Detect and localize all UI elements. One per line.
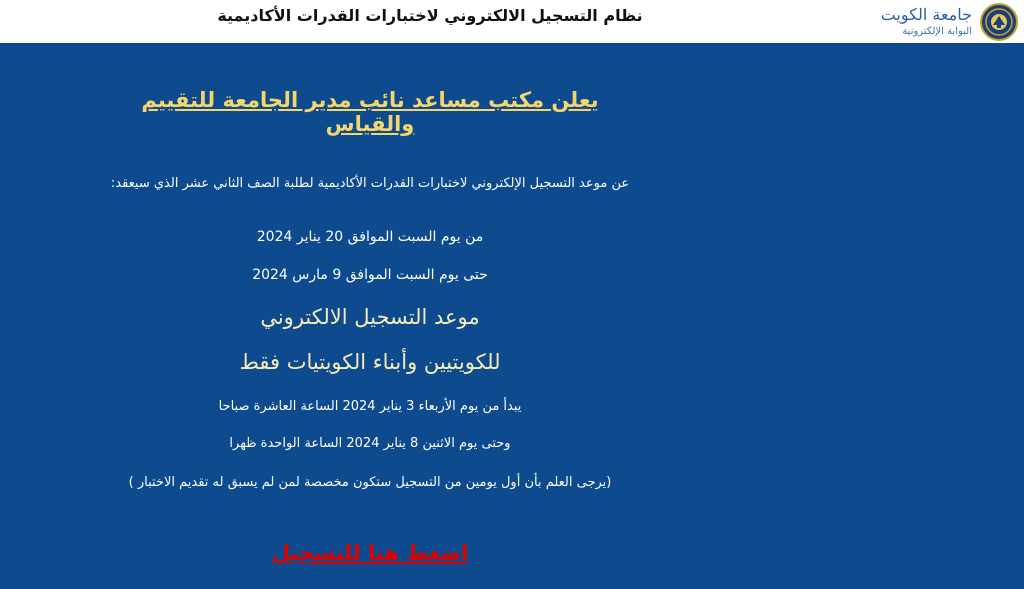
- test-date-to: حتى يوم السبت الموافق 9 مارس 2024: [252, 267, 488, 283]
- registration-end: وحتى يوم الاثنين 8 يناير 2024 الساعة الواحدة ظهرا: [229, 436, 511, 451]
- kuwait-university-seal-icon: [980, 3, 1018, 41]
- registration-start: يبدأ من يوم الأربعاء 3 يناير 2024 الساعة العاشرة صباحا: [218, 399, 522, 414]
- register-link[interactable]: اضغط هنا للتسجيل: [271, 541, 469, 565]
- registration-title: موعد التسجيل الالكتروني: [260, 305, 480, 329]
- logo-text: [881, 5, 972, 39]
- registration-note: (يرجى العلم بأن أول يومين من التسجيل ستكون مخصصة لمن لم يسبق له تقديم الاختبار ): [128, 475, 612, 490]
- university-name: جامعة الكويت: [880, 5, 972, 24]
- top-header-bar: [0, 0, 1024, 43]
- announcement-intro: عن موعد التسجيل الإلكتروني لاختبارات القدرات الأكاديمية لطلبة الصف الثاني عشر الذي سيعقد:: [110, 176, 630, 191]
- portal-name: البوابة الإلكترونية: [902, 26, 972, 37]
- page-title: نظام التسجيل الالكتروني لاختبارات القدرات الأكاديمية: [217, 6, 643, 25]
- eligibility-text: للكويتيين وأبناء الكويتيات فقط: [239, 350, 501, 374]
- university-logo[interactable]: [881, 2, 1018, 42]
- announcement-heading: يعلن مكتب مساعد نائب مدير الجامعة للتقييم والقياس: [141, 88, 599, 136]
- test-date-from: من يوم السبت الموافق 20 يناير 2024: [256, 229, 484, 245]
